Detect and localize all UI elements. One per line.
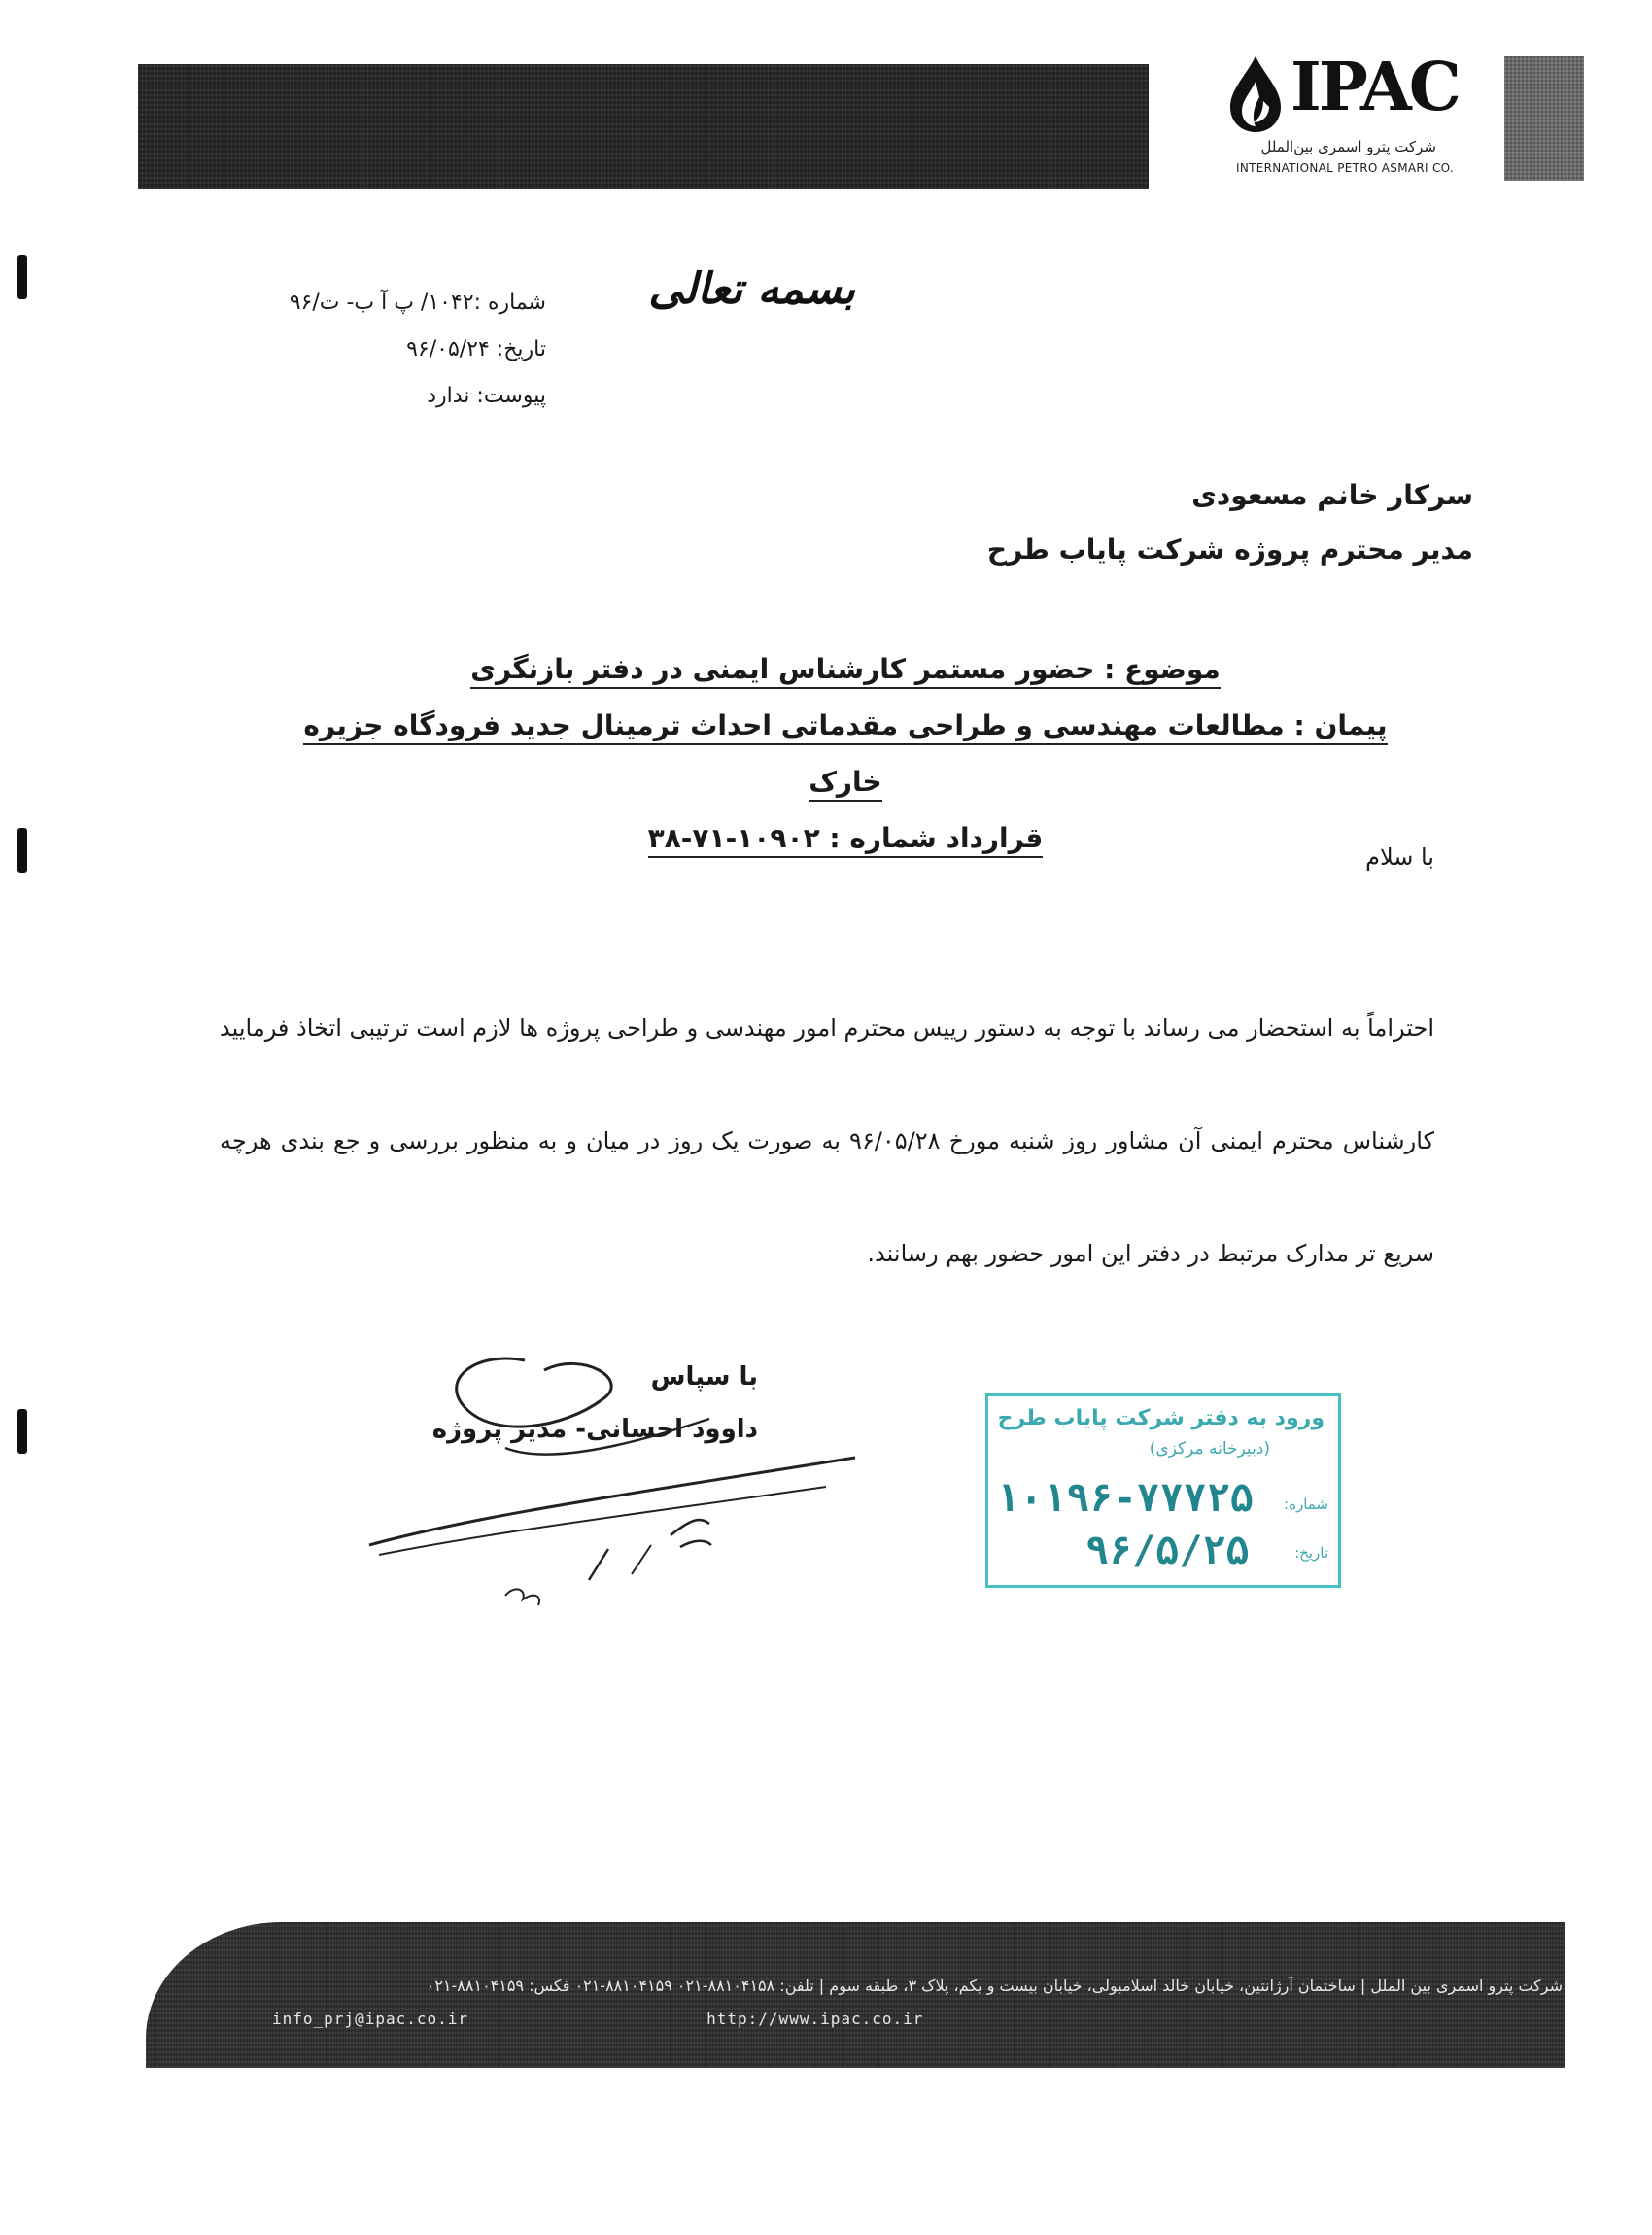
letter-body: احتراماً به استحضار می رساند با توجه به دستور ریيس محترم امور مهندسی و طراحی پروژه ها لازم است ترتیبی اتخاذ فرمایید کارشناس محترم ایمنی آن مشاور روز شنبه مورخ ۹۶/۰۵/۲۸ به صورت یک روز در میان و به منظور بررسی و جع بندی هرچه سریع تر مدارک مرتبط در دفتر این امور حضور بهم رسانند.: [220, 1014, 1434, 1267]
company-logo: [1224, 49, 1458, 194]
stamp-date-label: تاریخ:: [1294, 1544, 1328, 1562]
stamp-number-label: شماره:: [1284, 1496, 1328, 1513]
subject-line: موضوع : حضور مستمر کارشناس ایمنی در دفتر بازنگری: [470, 653, 1220, 689]
contract-number: قرارداد شماره : ۱۰۹۰۲-۷۱-۳۸: [648, 822, 1044, 858]
header-square: [1504, 56, 1584, 181]
footer-contacts: [272, 2010, 1535, 2028]
binder-mark: [17, 1409, 27, 1454]
stamp-subtitle: (دبیرخانه مرکزی): [1149, 1439, 1270, 1459]
binder-mark: [17, 255, 27, 299]
letter-date: تاریخ: ۹۶/۰۵/۲۴: [406, 337, 546, 361]
binder-mark: [17, 828, 27, 873]
contract-title: پیمان : مطالعات مهندسی و طراحی مقدماتی احداث ترمینال جدید فرودگاه جزیره خارک: [303, 709, 1387, 802]
addressee: [793, 468, 1473, 577]
received-stamp: [985, 1393, 1341, 1588]
stamp-title: ورود به دفتر شرکت پایاب طرح: [997, 1406, 1325, 1430]
footer-address: شرکت پترو اسمری بین الملل | ساختمان آرژانتین، خیابان خالد اسلامبولی، خیابان بیست و یکم، پلاک ۳، طبقه سوم | تلفن: ۸۸۱۰۴۱۵۸-۰۲۱ ۸۸۱۰۴۱۵۹-۰۲۱ فکس: ۸۸۱۰۴۱۵۹-۰۲۱: [426, 1977, 1563, 1995]
drop-icon: [1224, 52, 1287, 134]
letter-attachment: پیوست: ندارد: [427, 384, 546, 408]
signer-name: داوود احسانی- مدیر پروژه: [431, 1415, 758, 1444]
stamp-date-value: ۹۶/۵/۲۵: [1085, 1529, 1250, 1573]
company-name-fa: شرکت پترو اسمری بین‌الملل: [1260, 138, 1436, 155]
letter-number: شماره :۱۰۴۲/ پ آ ب- ت/۹۶: [289, 291, 546, 315]
subject-block: [292, 641, 1399, 867]
header-band: [138, 64, 1149, 189]
bismillah: بسمه تعالی: [648, 264, 855, 314]
company-name-en: INTERNATIONAL PETRO ASMARI CO.: [1236, 161, 1454, 175]
footer-email: info_prj@ipac.co.ir: [272, 2010, 469, 2028]
addressee-name: سرکار خانم مسعودی: [1191, 479, 1473, 511]
salutation: با سلام: [1365, 843, 1434, 871]
addressee-title: مدیر محترم پروژه شرکت پایاب طرح: [986, 533, 1473, 566]
thanks-text: با سپاس: [650, 1362, 758, 1392]
footer-band: [146, 1922, 1565, 2068]
footer-website: http://www.ipac.co.ir: [706, 2010, 924, 2028]
handwritten-signature: [360, 1341, 884, 1633]
stamp-number-value: ۱۰۱۹۶-۷۷۷۲۵: [996, 1476, 1254, 1521]
letter-meta: [157, 280, 546, 420]
logo-text: IPAC: [1291, 49, 1459, 126]
